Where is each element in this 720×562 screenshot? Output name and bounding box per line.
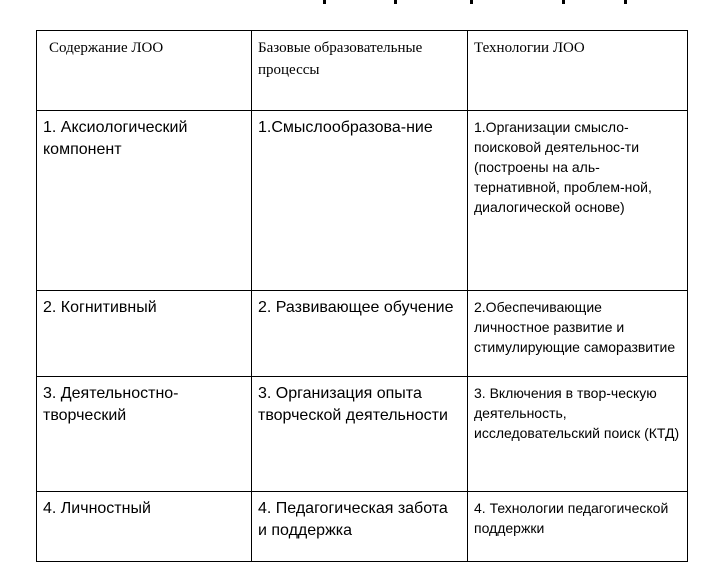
table-row <box>37 377 688 492</box>
header-row <box>37 31 688 111</box>
table-row <box>37 111 688 291</box>
table-row <box>37 291 688 377</box>
cropped-title-fragment <box>0 0 720 6</box>
table-cell: 4. Технологии педагогической поддержки <box>468 492 688 562</box>
table-cell: 2. Развивающее обучение <box>252 291 468 377</box>
table-cell: 3. Деятельностно-творческий <box>37 377 252 492</box>
table-cell: 4. Педагогическая забота и поддержка <box>252 492 468 562</box>
table-cell: 3. Включения в твор-ческую деятельность, исследовательский поиск (КТД) <box>468 377 688 492</box>
table-cell: 1.Смыслообразова-ние <box>252 111 468 291</box>
header-cell: Технологии ЛОО <box>468 31 688 111</box>
table-cell: 1.Организации смысло-поисковой деятельнос-ти (построены на аль-тернативной, проблем-ной, диалогической основе) <box>468 111 688 291</box>
table-cell: 4. Личностный <box>37 492 252 562</box>
content-table <box>36 30 688 562</box>
header-cell: Базовые образовательные процессы <box>252 31 468 111</box>
table-cell: 2.Обеспечивающие личностное развитие и стимулирующие саморазвитие <box>468 291 688 377</box>
header-cell: Содержание ЛОО <box>37 31 252 111</box>
table-cell: 2. Когнитивный <box>37 291 252 377</box>
table-cell: 3. Организация опыта творческой деятельности <box>252 377 468 492</box>
table-cell: 1. Аксиологический компонент <box>37 111 252 291</box>
table-row <box>37 492 688 562</box>
